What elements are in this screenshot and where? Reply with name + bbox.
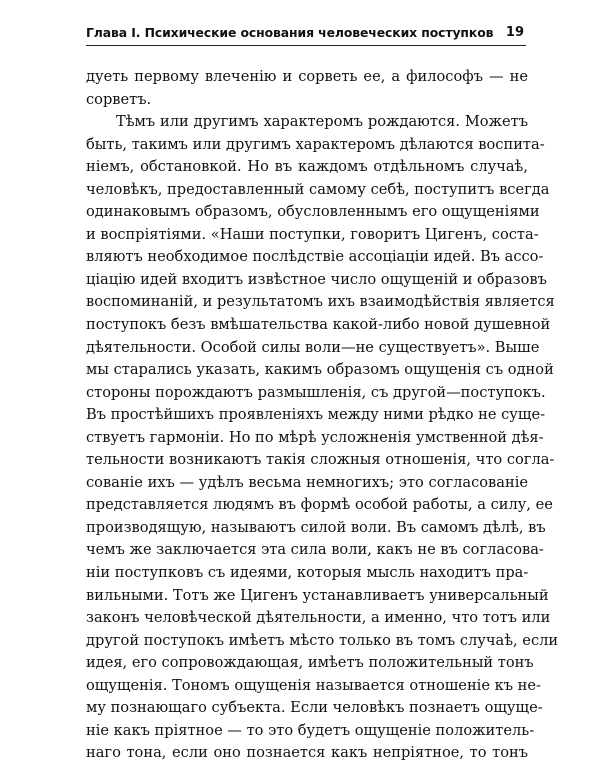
text-line: сованіе ихъ — удѣлъ весьма немногихъ; это согласованіе xyxy=(86,473,528,491)
text-line: ощущенія. Тономъ ощущенія называется отношеніе къ не- xyxy=(86,676,541,694)
text-line: дуеть первому влеченію и сорветь ее, а философъ — не xyxy=(86,68,528,85)
text-line: ніемъ, обстановкой. Но въ каждомъ отдѣльномъ случаѣ, xyxy=(86,158,528,176)
text-line: и воспріятіями. «Наши поступки, говоритъ Цигенъ, соста- xyxy=(86,225,539,243)
text-line: мы старались указать, какимъ образомъ ощущенія съ одной xyxy=(86,361,554,379)
text-line: вильными. Тотъ же Цигенъ устанавливаетъ универсальный xyxy=(86,586,549,604)
text-line: наго тона, если оно познается какъ непріятное, то тонъ xyxy=(86,744,528,762)
text-line: сорветъ. xyxy=(86,90,152,108)
text-line: человѣкъ, предоставленный самому себѣ, поступитъ всегда xyxy=(86,180,550,198)
text-line: дѣятельности. Особой силы воли—не существуетъ». Выше xyxy=(86,338,540,356)
text-line: Тѣмъ или другимъ характеромъ рождаются. Можетъ xyxy=(116,113,528,131)
page-number: 19 xyxy=(505,25,524,40)
page-header xyxy=(86,23,526,46)
running-title: Глава I. Психические основания человеческих поступков xyxy=(86,25,494,40)
text-line: представляется людямъ въ формѣ особой работы, а силу, ее xyxy=(86,496,553,514)
text-line: вляютъ необходимое послѣдствіе ассоціаціи идей. Въ ассо- xyxy=(86,248,544,266)
text-line: поступокъ безъ вмѣшательства какой-либо новой душевной xyxy=(86,316,551,334)
text-line: ствуетъ гармоніи. Но по мѣрѣ усложненія умственной дѣя- xyxy=(86,428,544,446)
text-line: воспоминаній, и результатомъ ихъ взаимодѣйствія является xyxy=(86,293,555,311)
text-line: быть, такимъ или другимъ характеромъ дѣлаются воспита- xyxy=(86,135,545,153)
text-line: чемъ же заключается эта сила воли, какъ не въ согласова- xyxy=(86,541,544,559)
body-text xyxy=(86,66,559,765)
text-line: законъ человѣческой дѣятельности, а именно, что тотъ или xyxy=(86,609,551,627)
text-line: идея, его сопровождающая, имѣетъ положительный тонъ xyxy=(86,654,534,672)
text-line: тельности возникаютъ такія сложныя отношенія, что согла- xyxy=(86,451,555,469)
text-line: ніи поступковъ съ идеями, которыя мысль находитъ пра- xyxy=(86,564,529,582)
text-line: стороны порождаютъ размышленія, съ другой—поступокъ. xyxy=(86,383,546,401)
text-line: производящую, называютъ силой воли. Въ самомъ дѣлѣ, въ xyxy=(86,518,546,536)
text-line: одинаковымъ образомъ, обусловленнымъ его ощущеніями xyxy=(86,203,540,221)
text-line: ціацію идей входитъ извѣстное число ощущеній и образовъ xyxy=(86,270,547,288)
text-line: ніе какъ пріятное — то это будетъ ощущеніе положитель- xyxy=(86,721,535,739)
text-line: му познающаго субъекта. Если человѣкъ познаетъ ощуще- xyxy=(86,699,543,717)
text-line: другой поступокъ имѣетъ мѣсто только въ томъ случаѣ, если xyxy=(86,631,559,649)
text-line: Въ простѣйшихъ проявленіяхъ между ними рѣдко не суще- xyxy=(86,406,546,424)
